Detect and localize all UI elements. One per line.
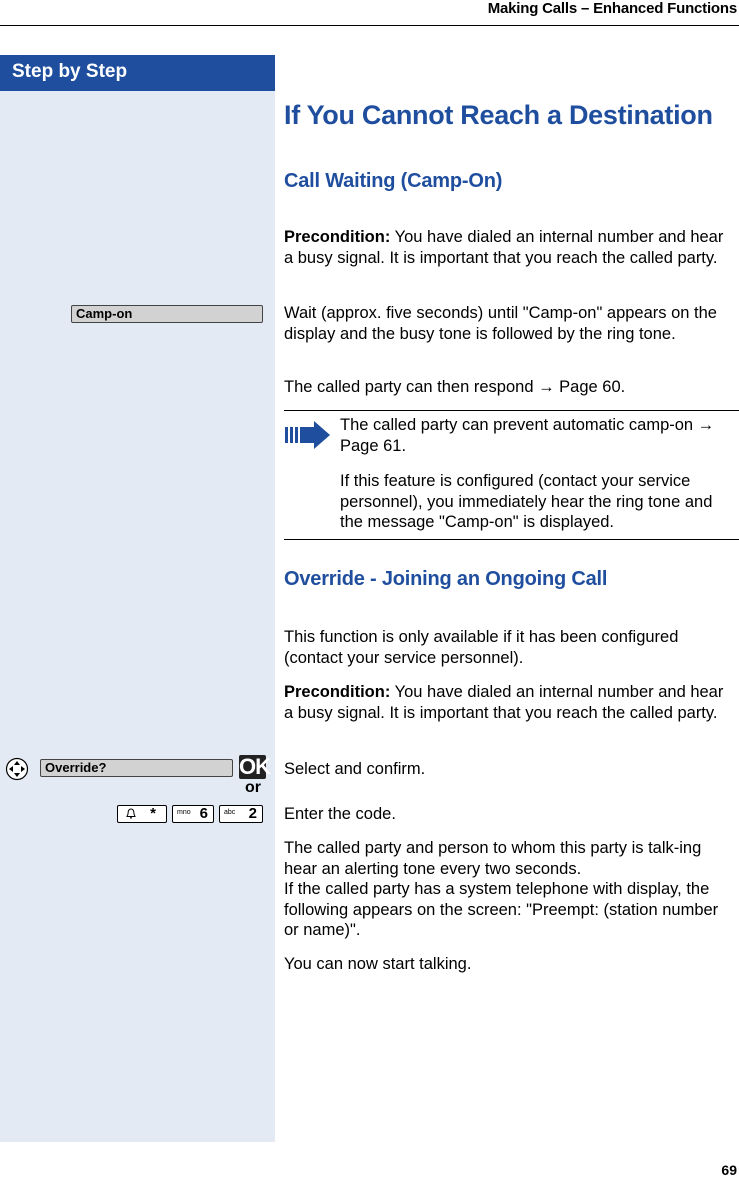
- note-arrow-icon: [285, 420, 331, 450]
- key-digit: 6: [199, 805, 208, 822]
- digit-2-key[interactable]: [219, 805, 263, 823]
- override-precondition: [284, 682, 736, 723]
- ok-button[interactable]: OK: [239, 754, 270, 779]
- talk-text: You can now start talking.: [284, 955, 472, 973]
- note-top-rule: [284, 410, 739, 411]
- note-text-2: If this feature is configured (contact your service personnel), you immediately hear the ring tone and the message "Camp-on" is displayed.: [340, 472, 713, 531]
- alert-text-2: If the called party has a system telephone with display, the following appears on the screen: "Preempt: (station number or name)".: [284, 880, 719, 939]
- digit-6-key[interactable]: [172, 805, 214, 823]
- camp-on-wait-text: Wait (approx. five seconds) until "Camp-on" appears on the display and the busy tone is followed by the ring tone.: [284, 304, 717, 343]
- select-confirm-text: Select and confirm.: [284, 760, 426, 778]
- page-title: If You Cannot Reach a Destination: [284, 100, 713, 130]
- header-rule: [0, 25, 739, 26]
- page-number: 69: [721, 1162, 737, 1178]
- key-digit: 2: [248, 805, 257, 822]
- camp-on-heading: Call Waiting (Camp-On): [284, 170, 503, 192]
- precondition-text: You have dialed an internal number and hear a busy signal. It is important that you reach the called party.: [284, 683, 724, 722]
- alert-text-1: The called party and person to whom this party is talk-ing hear an alerting tone every two seconds.: [284, 839, 702, 878]
- precondition-label: Precondition:: [284, 683, 391, 701]
- enter-code-text: Enter the code.: [284, 805, 396, 823]
- or-label: or: [245, 779, 261, 796]
- precondition-text: You have dialed an internal number and hear a busy signal. It is important that you reach the called party.: [284, 228, 724, 267]
- override-display: Override?: [40, 759, 233, 777]
- step-sidebar: [0, 55, 275, 1142]
- navigation-key-icon[interactable]: [5, 757, 29, 781]
- note-text-1: The called party can prevent automatic camp-on → Page 61.: [340, 416, 715, 455]
- override-intro: This function is only available if it has been configured (contact your service personnel).: [284, 628, 679, 667]
- camp-on-precondition: [284, 227, 736, 268]
- sidebar-title: Step by Step: [12, 61, 128, 82]
- override-heading: Override - Joining an Ongoing Call: [284, 568, 608, 590]
- camp-on-respond-text: The called party can then respond → Page 60.: [284, 378, 626, 396]
- precondition-label: Precondition:: [284, 228, 391, 246]
- star-key[interactable]: [117, 805, 167, 823]
- camp-on-display: Camp-on: [71, 305, 263, 323]
- key-letters: mno: [177, 809, 191, 816]
- running-header-title: Making Calls – Enhanced Functions: [487, 0, 737, 17]
- note-bottom-rule: [284, 539, 739, 540]
- key-symbol: *: [150, 805, 156, 822]
- bell-icon: [126, 808, 136, 819]
- key-letters: abc: [224, 809, 236, 816]
